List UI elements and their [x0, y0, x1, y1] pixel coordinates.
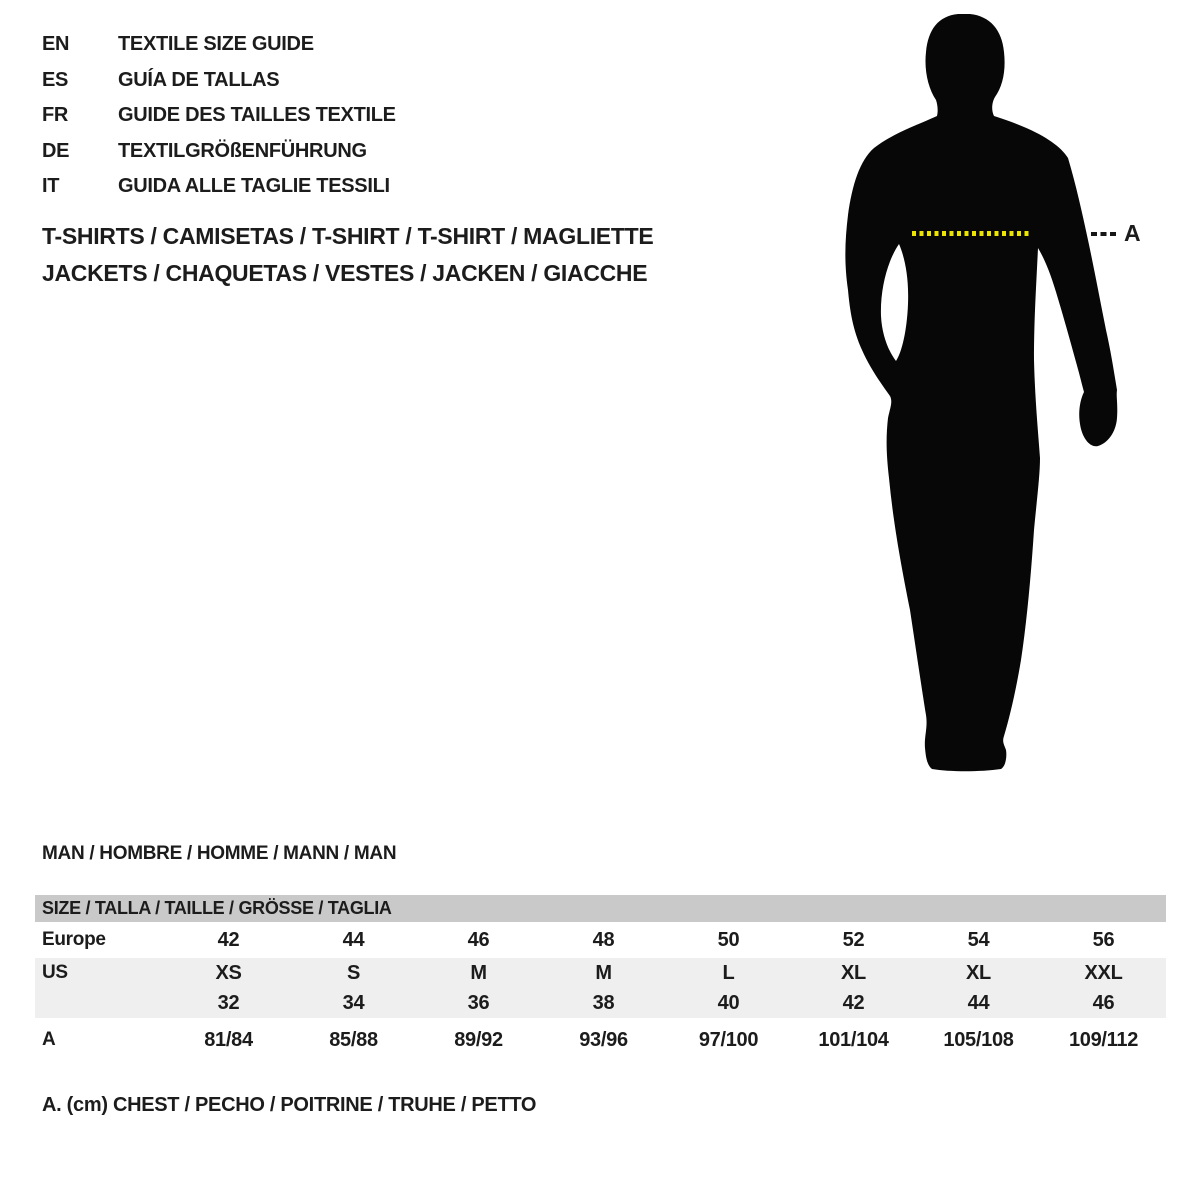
table-cell: XXL	[1084, 961, 1123, 984]
table-cell: 40	[717, 991, 740, 1014]
table-cell: 97/100	[698, 1028, 759, 1051]
language-code: ES	[42, 68, 69, 91]
category-lines	[42, 218, 653, 292]
table-cell: XL	[966, 961, 991, 984]
table-cell: 44	[342, 928, 365, 951]
section-title-man: MAN / HOMBRE / HOMME / MANN / MAN	[42, 843, 397, 864]
language-row-en	[42, 27, 396, 63]
table-row-chest-a	[35, 1018, 1166, 1062]
language-title: TEXTILE SIZE GUIDE	[118, 33, 314, 55]
language-title: GUÍA DE TALLAS	[118, 68, 280, 91]
table-cell: 105/108	[943, 1028, 1014, 1051]
table-row-us	[35, 958, 1166, 988]
language-row-fr	[42, 98, 396, 134]
language-code: IT	[42, 175, 60, 197]
table-cell: 38	[592, 991, 615, 1014]
table-cell: 56	[1092, 928, 1115, 951]
category-line-jackets: JACKETS / CHAQUETAS / VESTES / JACKEN / GIACCHE	[42, 260, 648, 286]
table-cell: XS	[215, 961, 242, 984]
language-row-it	[42, 169, 396, 205]
table-cell: 109/112	[1068, 1028, 1139, 1051]
language-code: EN	[42, 33, 70, 55]
language-row-es	[42, 63, 396, 99]
table-cell: 50	[717, 928, 740, 951]
table-cell: 54	[967, 928, 990, 951]
language-title: GUIDE DES TAILLES TEXTILE	[118, 104, 396, 126]
language-row-de	[42, 134, 396, 170]
size-table-header: SIZE / TALLA / TAILLE / GRÖSSE / TAGLIA	[35, 895, 1166, 922]
table-cell: 46	[1092, 991, 1115, 1014]
man-silhouette	[840, 10, 1130, 780]
language-code: FR	[42, 104, 69, 126]
table-cell: XL	[841, 961, 866, 984]
table-cell: 52	[842, 928, 865, 951]
language-title: TEXTILGRÖßENFÜHRUNG	[118, 139, 367, 162]
row-label: A	[42, 1029, 56, 1050]
table-cell: 42	[217, 928, 240, 951]
row-label: US	[42, 962, 68, 983]
measure-pointer-dashes	[1091, 232, 1119, 236]
table-cell: 89/92	[454, 1028, 503, 1051]
table-row-numeric	[35, 988, 1166, 1018]
table-cell: 93/96	[579, 1028, 628, 1051]
table-cell: M	[595, 961, 612, 984]
table-cell: 81/84	[204, 1028, 253, 1051]
table-cell: L	[722, 961, 735, 984]
language-title: GUIDA ALLE TAGLIE TESSILI	[118, 175, 390, 197]
size-table	[35, 895, 1166, 1062]
table-cell: 42	[842, 991, 865, 1014]
table-cell: S	[346, 961, 361, 984]
table-cell: 101/104	[818, 1028, 889, 1051]
table-cell: 85/88	[329, 1028, 378, 1051]
category-line-tshirts: T-SHIRTS / CAMISETAS / T-SHIRT / T-SHIRT / MAGLIETTE	[42, 223, 654, 249]
table-cell: M	[470, 961, 487, 984]
language-code: DE	[42, 139, 70, 162]
table-cell: 34	[342, 991, 365, 1014]
chest-footnote: A. (cm) CHEST / PECHO / POITRINE / TRUHE / PETTO	[42, 1094, 537, 1116]
language-title-list	[42, 27, 396, 205]
table-cell: 44	[967, 991, 990, 1014]
table-cell: 48	[592, 928, 615, 951]
table-cell: 36	[467, 991, 490, 1014]
measure-label-a: A	[1124, 220, 1141, 246]
table-cell: 46	[467, 928, 490, 951]
table-cell: 32	[217, 991, 240, 1014]
chest-measure-dotted-line	[912, 231, 1031, 236]
table-row-europe	[35, 922, 1166, 958]
row-label: Europe	[42, 929, 106, 950]
